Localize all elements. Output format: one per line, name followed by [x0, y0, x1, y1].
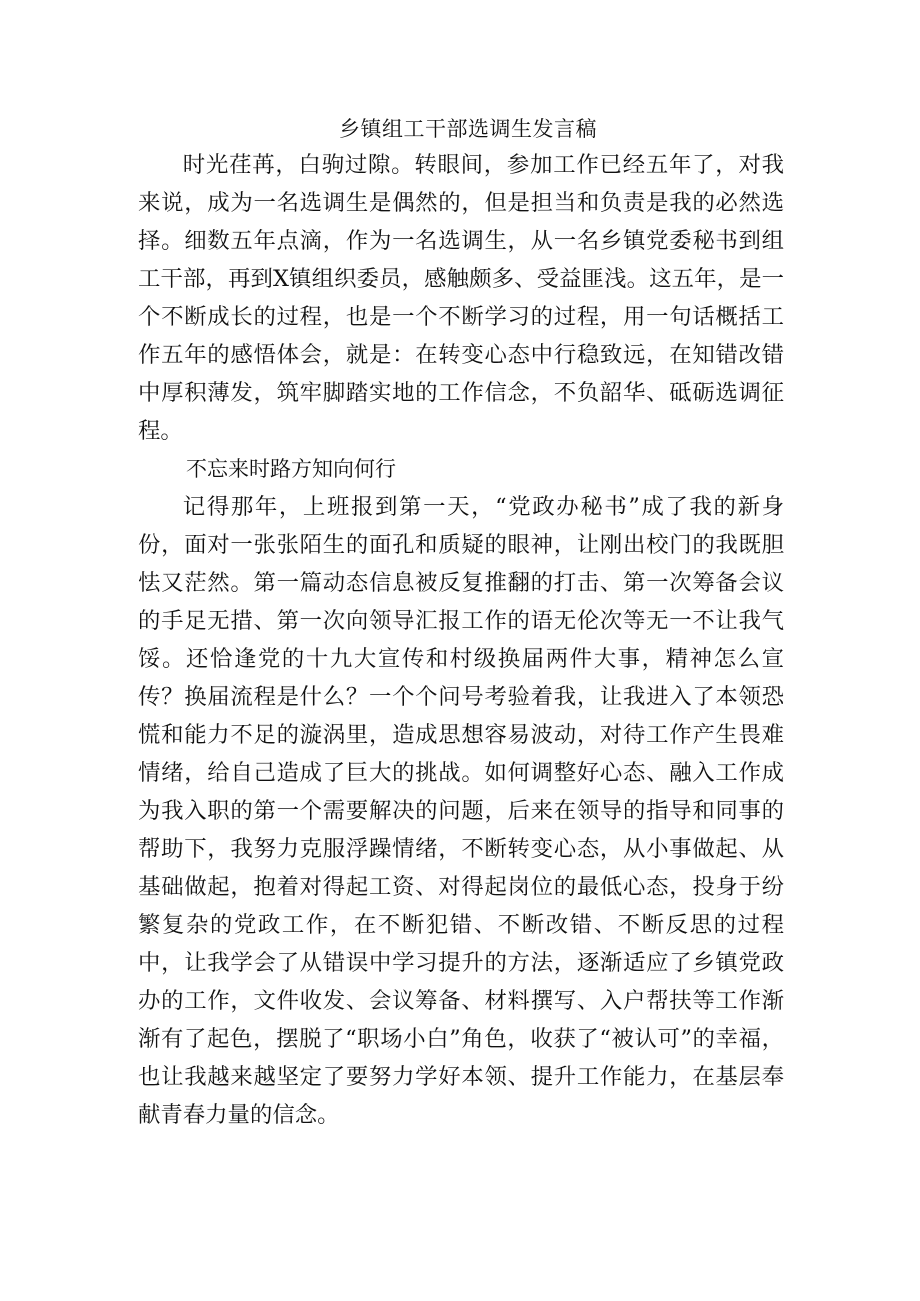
- paragraph-intro: 时光荏苒，白驹过隙。转眼间，参加工作已经五年了，对我来说，成为一名选调生是偶然的，但是担当和负责是我的必然选择。细数五年点滴，作为一名选调生，从一名乡镇党委秘书到组工干部，再到X镇组织委员，感触颇多、受益匪浅。这五年，是一个不断成长的过程，也是一个不断学习的过程，用一句话概括工作五年的感悟体会，就是：在转变心态中行稳致远，在知错改错中厚积薄发，筑牢脚踏实地的工作信念，不负韶华、砥砺选调征程。: [138, 152, 784, 444]
- document-body: [138, 112, 784, 1134]
- paragraph-section-1: 记得那年，上班报到第一天，“党政办秘书”成了我的新身份，面对一张张陌生的面孔和质疑的眼神，让刚出校门的我既胆怯又茫然。第一篇动态信息被反复推翻的打击、第一次筹备会议的手足无措、第一次向领导汇报工作的语无伦次等无一不让我气馁。还恰逢党的十九大宣传和村级换届两件大事，精神怎么宣传？换届流程是什么？一个个问号考验着我，让我进入了本领恐慌和能力不足的漩涡里，造成思想容易波动，对待工作产生畏难情绪，给自己造成了巨大的挑战。如何调整好心态、融入工作成为我入职的第一个需要解决的问题，后来在领导的指导和同事的帮助下，我努力克服浮躁情绪，不断转变心态，从小事做起、从基础做起，抱着对得起工资、对得起岗位的最低心态，投身于纷繁复杂的党政工作，在不断犯错、不断改错、不断反思的过程中，让我学会了从错误中学习提升的方法，逐渐适应了乡镇党政办的工作，文件收发、会议筹备、材料撰写、入户帮扶等工作渐渐有了起色，摆脱了“职场小白”角色，收获了“被认可”的幸福，也让我越来越坚定了要努力学好本领、提升工作能力，在基层奉献青春力量的信念。: [138, 494, 784, 1128]
- section-heading: 不忘来时路方知向何行: [186, 457, 396, 481]
- document-title: 乡镇组工干部选调生发言稿: [339, 117, 597, 141]
